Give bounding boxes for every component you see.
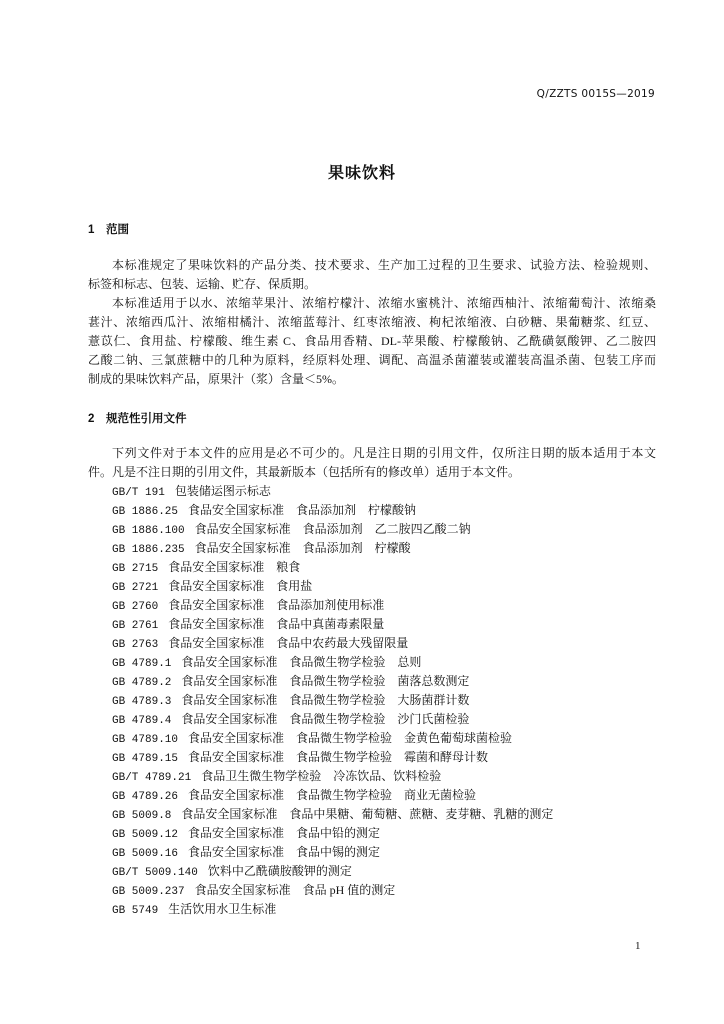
- reference-title: 食品安全国家标准 食品添加剂使用标准: [168, 598, 385, 612]
- reference-code: GB 4789.4: [112, 715, 172, 727]
- reference-title: 食品安全国家标准 食品添加剂 乙二胺四乙酸二钠: [194, 522, 471, 536]
- reference-item: [88, 862, 656, 881]
- reference-title: 食品安全国家标准 食品微生物学检验 霉菌和酵母计数: [188, 750, 489, 764]
- reference-item: [88, 634, 656, 653]
- section-number: 2: [88, 413, 95, 425]
- reference-title: 食品安全国家标准 食品微生物学检验 大肠菌群计数: [181, 693, 470, 707]
- reference-item: [88, 577, 656, 596]
- reference-title: 食品安全国家标准 食品微生物学检验 金黄色葡萄球菌检验: [188, 731, 513, 745]
- reference-title: 食品安全国家标准 食品微生物学检验 商业无菌检验: [188, 788, 477, 802]
- reference-title: 食品安全国家标准 食品添加剂 柠檬酸钠: [188, 503, 417, 517]
- reference-item: [88, 520, 656, 539]
- reference-item: [88, 843, 656, 862]
- paragraph-line: 葚汁、浓缩西瓜汁、浓缩柑橘汁、浓缩蓝莓汁、红枣浓缩液、枸杞浓缩液、白砂糖、果葡糖浆、红豆、: [88, 315, 656, 329]
- reference-code: GB 5009.237: [112, 886, 185, 898]
- reference-code: GB 2721: [112, 582, 159, 594]
- scope-body: [88, 256, 656, 389]
- reference-code: GB 1886.100: [112, 525, 185, 537]
- reference-item: [88, 767, 656, 786]
- section-title: 规范性引用文件: [106, 413, 187, 425]
- reference-code: GB/T 4789.21: [112, 772, 192, 784]
- reference-code: GB 2761: [112, 620, 159, 632]
- reference-item: [88, 748, 656, 767]
- section-number: 1: [88, 224, 95, 236]
- reference-item: [88, 805, 656, 824]
- reference-code: GB 4789.10: [112, 734, 179, 746]
- reference-item: [88, 900, 656, 919]
- reference-title: 食品安全国家标准 食品微生物学检验 沙门氏菌检验: [181, 712, 470, 726]
- section-heading-normative-references: [88, 410, 187, 426]
- reference-code: GB 5749: [112, 905, 159, 917]
- reference-code: GB 1886.25: [112, 506, 179, 518]
- reference-code: GB 5009.16: [112, 848, 179, 860]
- reference-code: GB 4789.26: [112, 791, 179, 803]
- reference-title: 食品安全国家标准 食品添加剂 柠檬酸: [194, 541, 411, 555]
- paragraph-line: 件。凡是不注日期的引用文件，其最新版本（包括所有的修改单）适用于本文件。: [88, 465, 521, 479]
- reference-code: GB 4789.15: [112, 753, 179, 765]
- reference-code: GB 4789.2: [112, 677, 172, 689]
- reference-title: 食品安全国家标准 食用盐: [168, 579, 313, 593]
- reference-title: 包装储运图示标志: [174, 484, 271, 498]
- reference-code: GB 5009.12: [112, 829, 179, 841]
- reference-title: 食品安全国家标准 食品中农药最大残留限量: [168, 636, 409, 650]
- reference-item: [88, 558, 656, 577]
- reference-code: GB 4789.3: [112, 696, 172, 708]
- reference-title: 食品卫生微生物学检验 冷冻饮品、饮料检验: [201, 769, 442, 783]
- reference-title: 饮料中乙酰磺胺酸钾的测定: [207, 864, 352, 878]
- reference-title: 生活饮用水卫生标准: [168, 902, 277, 916]
- paragraph-line: 薏苡仁、食用盐、柠檬酸、维生素 C、食品用香精、DL-苹果酸、柠檬酸钠、乙酰磺氨酸钾、乙二胺四: [88, 334, 656, 348]
- document-code: Q/ZZTS 0015S—2019: [536, 88, 655, 100]
- reference-title: 食品安全国家标准 粮食: [168, 560, 301, 574]
- paragraph-line: 本标准适用于以水、浓缩苹果汁、浓缩柠檬汁、浓缩水蜜桃汁、浓缩西柚汁、浓缩葡萄汁、浓缩桑: [112, 296, 656, 310]
- paragraph-line: 制成的果味饮料产品，原果汁（浆）含量＜5%。: [88, 372, 344, 386]
- reference-item: [88, 672, 656, 691]
- reference-title: 食品安全国家标准 食品微生物学检验 菌落总数测定: [181, 674, 470, 688]
- normative-body: [88, 444, 656, 919]
- reference-title: 食品安全国家标准 食品微生物学检验 总则: [181, 655, 422, 669]
- reference-item: [88, 824, 656, 843]
- reference-item: [88, 710, 656, 729]
- reference-title: 食品安全国家标准 食品 pH 值的测定: [194, 883, 396, 897]
- reference-item: [88, 501, 656, 520]
- reference-item: [88, 596, 656, 615]
- reference-title: 食品安全国家标准 食品中果糖、葡萄糖、蔗糖、麦芽糖、乳糖的测定: [181, 807, 554, 821]
- page-number: 1: [635, 940, 641, 952]
- section-title: 范围: [106, 224, 129, 236]
- reference-code: GB 4789.1: [112, 658, 172, 670]
- reference-code: GB 2763: [112, 639, 159, 651]
- reference-item: [88, 653, 656, 672]
- document-title: 果味饮料: [327, 165, 396, 182]
- reference-item: [88, 729, 656, 748]
- paragraph-line: 下列文件对于本文件的应用是必不可少的。凡是注日期的引用文件，仅所注日期的版本适用于本文: [112, 446, 656, 460]
- reference-code: GB 5009.8: [112, 810, 172, 822]
- paragraph-line: 乙酸二钠、三氯蔗糖中的几种为原料，经原料处理、调配、高温杀菌灌装或灌装高温杀菌、包装工序而: [88, 353, 656, 367]
- reference-item: [88, 539, 656, 558]
- paragraph-line: 标签和标志、包装、运输、贮存、保质期。: [88, 277, 317, 291]
- reference-code: GB 2760: [112, 601, 159, 613]
- section-heading-scope: [88, 221, 129, 237]
- reference-item: [88, 691, 656, 710]
- reference-code: GB 2715: [112, 563, 159, 575]
- reference-item: [88, 786, 656, 805]
- reference-code: GB/T 5009.140: [112, 867, 198, 879]
- reference-item: [88, 615, 656, 634]
- reference-title: 食品安全国家标准 食品中真菌毒素限量: [168, 617, 385, 631]
- reference-code: GB/T 191: [112, 487, 165, 499]
- reference-item: [88, 482, 656, 501]
- reference-title: 食品安全国家标准 食品中锡的测定: [188, 845, 381, 859]
- reference-item: [88, 881, 656, 900]
- reference-title: 食品安全国家标准 食品中铅的测定: [188, 826, 381, 840]
- paragraph-line: 本标准规定了果味饮料的产品分类、技术要求、生产加工过程的卫生要求、试验方法、检验规则、: [112, 258, 656, 272]
- reference-code: GB 1886.235: [112, 544, 185, 556]
